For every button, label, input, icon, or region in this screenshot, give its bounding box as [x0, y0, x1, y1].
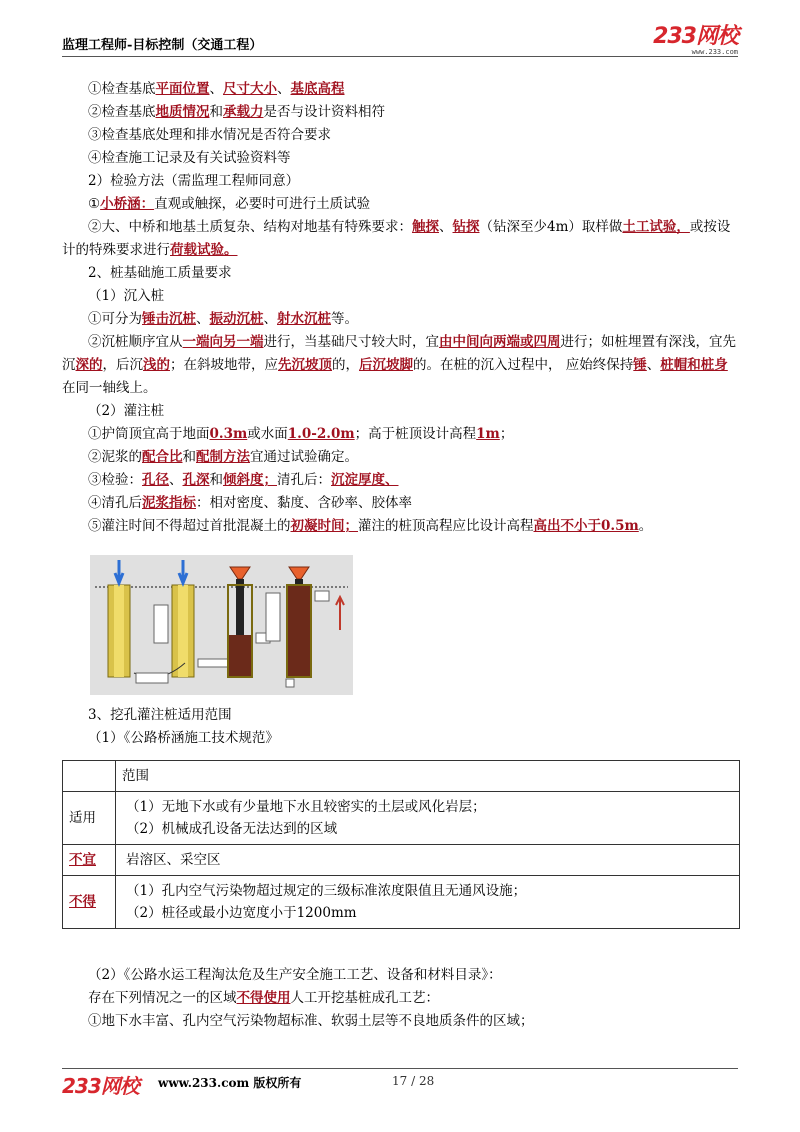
pile-diagram-svg: [90, 555, 353, 695]
text-run: 、: [439, 219, 453, 235]
pile-construction-figure: [90, 555, 353, 695]
row-label-cell: [63, 845, 116, 876]
section-3: [62, 704, 738, 750]
key-term: 小桥涵：: [100, 196, 155, 212]
text-run: 灌注的桩顶高程应比设计高程: [358, 518, 534, 534]
text-run: 或按设计的特殊要求进行: [62, 219, 731, 258]
section-heading: 3、挖孔灌注桩适用范围: [88, 707, 232, 723]
key-term: 地质情况: [155, 104, 210, 120]
table-row: [63, 792, 740, 845]
key-term: 后沉坡脚: [359, 357, 413, 373]
text-run: 、: [196, 311, 210, 327]
text-run: ②泥浆的: [88, 449, 142, 465]
key-term: 桩帽和桩身: [660, 357, 728, 373]
key-term: 射水沉桩: [277, 311, 331, 327]
key-term: 1m: [476, 426, 500, 442]
table-row: [63, 876, 740, 929]
paragraph-line: [62, 400, 738, 423]
paragraph-line: [62, 124, 738, 147]
paragraph-line: [62, 101, 738, 124]
key-term: 锤: [633, 357, 647, 373]
text-run: 的。在桩的沉入过程中， 应始终保持: [413, 357, 634, 373]
key-term: 由中间向两端或四周: [439, 334, 561, 350]
text-run: （1）沉入桩: [88, 288, 165, 304]
key-term: 1.0-2.0m: [287, 426, 355, 442]
paragraph-line: [62, 262, 738, 285]
key-term: 钻探: [452, 219, 480, 235]
text-run: （2）《公路水运工程淘汰危及生产安全施工工艺、设备和材料目录》：: [88, 967, 502, 983]
key-term: 浅的: [143, 357, 170, 373]
row-label: 不得: [69, 894, 96, 910]
key-term: 一端向另一端: [182, 334, 264, 350]
footer-divider: [62, 1068, 738, 1069]
text-run: 是否与设计资料相符: [263, 104, 385, 120]
table-row: [63, 845, 740, 876]
row-item: （2）机械成孔设备无法达到的区域: [126, 821, 338, 837]
paragraph-line: [62, 492, 738, 515]
page-number: 17 / 28: [392, 1074, 435, 1088]
text-run: ④清孔后: [88, 495, 142, 511]
row-label-cell: [63, 876, 116, 929]
text-run: ⑤灌注时间不得超过首批混凝土的: [88, 518, 291, 534]
text-run: ③检验：: [88, 472, 142, 488]
text-run: ；高于桩顶设计高程: [354, 426, 477, 442]
row-item: （2）桩径或最小边宽度小于1200mm: [126, 905, 357, 921]
text-run: 2、桩基础施工质量要求: [88, 265, 232, 281]
row-item: （1）孔内空气污染物超过规定的三级标准浓度限值且无通风设施；: [126, 883, 527, 899]
text-run: 的，: [332, 357, 359, 373]
subsection-heading: （1）《公路桥涵施工技术规范》: [88, 730, 279, 746]
paragraph-line: [62, 78, 738, 101]
text-run: （2）灌注桩: [88, 403, 165, 419]
text-run: ④检查施工记录及有关试验资料等: [88, 150, 291, 166]
key-term: 尺寸大小: [223, 81, 277, 97]
paragraph-line: [62, 170, 738, 193]
footer-brand-logo: 233网校: [62, 1074, 139, 1098]
text-run: 人工开挖基桩成孔工艺：: [290, 990, 439, 1006]
applicability-table: [62, 760, 740, 929]
paragraph-line: [62, 216, 738, 262]
text-run: ；: [499, 426, 514, 442]
document-title: 监理工程师-目标控制（交通工程）: [62, 38, 263, 53]
text-run: 、: [169, 472, 183, 488]
header-divider: [62, 56, 738, 57]
text-run: ①可分为: [88, 311, 142, 327]
row-label: 不宜: [69, 852, 96, 868]
key-term: 泥浆指标: [142, 495, 196, 511]
text-run: 2）检验方法（需监理工程师同意）: [88, 173, 300, 189]
key-term: 孔深: [182, 472, 210, 488]
text-run: 、: [209, 81, 223, 97]
text-run: ②大、中桥和地基土质复杂、结构对地基有特殊要求：: [88, 219, 412, 235]
text-run: ②沉桩顺序宜从: [88, 334, 183, 350]
table-header-row: [63, 761, 740, 792]
key-term: 配制方法: [196, 449, 250, 465]
paragraph-line: [62, 446, 738, 469]
paragraph-line: [62, 331, 738, 400]
key-term: 不得使用: [236, 990, 291, 1006]
text-run: ①地下水丰富、孔内空气污染物超标准、软弱土层等不良地质条件的区域；: [88, 1013, 534, 1029]
row-content-cell: [116, 845, 740, 876]
row-item: （1）无地下水或有少量地下水且较密实的土层或风化岩层；: [126, 799, 486, 815]
text-run: ：相对密度、黏度、含砂率、胶体率: [196, 495, 412, 511]
text-run: 或水面: [247, 426, 288, 442]
text-run: 和: [209, 472, 223, 488]
paragraph-line: [62, 193, 738, 216]
text-run: 进行，当基础尺寸较大时，宜: [263, 334, 439, 350]
paragraph-line: [62, 147, 738, 170]
text-run: ，后沉: [102, 357, 143, 373]
table-header-cell: 范围: [116, 761, 740, 792]
table-corner-cell: [63, 761, 116, 792]
text-run: ①护筒顶宜高于地面: [88, 426, 210, 442]
row-item: 岩溶区、采空区: [126, 852, 221, 868]
brand-logo: [618, 26, 738, 58]
text-run: 、: [277, 81, 291, 97]
key-term: 锤击沉桩: [142, 311, 196, 327]
paragraph-line: [62, 987, 738, 1010]
row-content-cell: [116, 876, 740, 929]
key-term: 高出不小于0.5m: [533, 518, 639, 534]
key-term: 基底高程: [290, 81, 345, 97]
text-run: ③检查基底处理和排水情况是否符合要求: [88, 127, 331, 143]
key-term: 荷载试验。: [170, 242, 238, 258]
paragraph-line: [62, 1010, 738, 1033]
text-run: 。: [638, 518, 653, 534]
text-run: 等。: [331, 311, 358, 327]
text-run: 宜通过试验确定。: [250, 449, 358, 465]
key-term: 触探: [412, 219, 439, 235]
paragraph-line: [62, 285, 738, 308]
key-term: 振动沉桩: [209, 311, 264, 327]
text-run: 清孔后：: [277, 472, 331, 488]
text-run: ；在斜坡地带，应: [170, 357, 278, 373]
key-term: 倾斜度；: [223, 472, 277, 488]
row-label: 适用: [69, 810, 96, 826]
footer-site-text: www.233.com 版权所有: [158, 1076, 302, 1090]
text-run: 在同一轴线上。: [62, 380, 157, 396]
paragraph-line: [62, 964, 738, 987]
text-run: 和: [182, 449, 196, 465]
key-term: 0.3m: [209, 426, 248, 442]
paragraph-line: [62, 308, 738, 331]
key-term: 孔径: [142, 472, 169, 488]
logo-url-text: www.233.com: [691, 48, 738, 56]
key-term: 初凝时间；: [290, 518, 358, 534]
paragraph-line: [62, 469, 738, 492]
body-text: [62, 78, 738, 538]
key-term: 平面位置: [155, 81, 210, 97]
text-run: 存在下列情况之一的区域: [88, 990, 237, 1006]
key-term: 深的: [75, 357, 103, 373]
key-term: 土工试验，: [622, 219, 690, 235]
text-run: （钻深至少4m）取样做: [479, 219, 623, 235]
text-run: 进行；如桩埋置有深浅，宜先沉: [62, 334, 736, 373]
row-label-cell: [63, 792, 116, 845]
row-content-cell: [116, 792, 740, 845]
page-header: [62, 24, 738, 56]
key-term: 沉淀厚度、: [331, 472, 399, 488]
paragraph-line: [62, 423, 738, 446]
text-run: 直观或触探，必要时可进行土质试验: [154, 196, 371, 212]
key-term: 先沉坡顶: [278, 357, 332, 373]
text-run: ②检查基底: [88, 104, 156, 120]
text-run: 和: [209, 104, 223, 120]
text-run: ①检查基底: [88, 81, 156, 97]
text-run: ①: [88, 196, 101, 212]
key-term: 配合比: [142, 449, 183, 465]
text-run: 、: [646, 357, 661, 373]
key-term: 承载力: [223, 104, 264, 120]
page-footer: [62, 1070, 738, 1098]
paragraph-line: [62, 515, 738, 538]
after-table-text: [62, 964, 738, 1033]
text-run: 、: [263, 311, 277, 327]
logo-brand-text: 233网校: [653, 24, 738, 49]
